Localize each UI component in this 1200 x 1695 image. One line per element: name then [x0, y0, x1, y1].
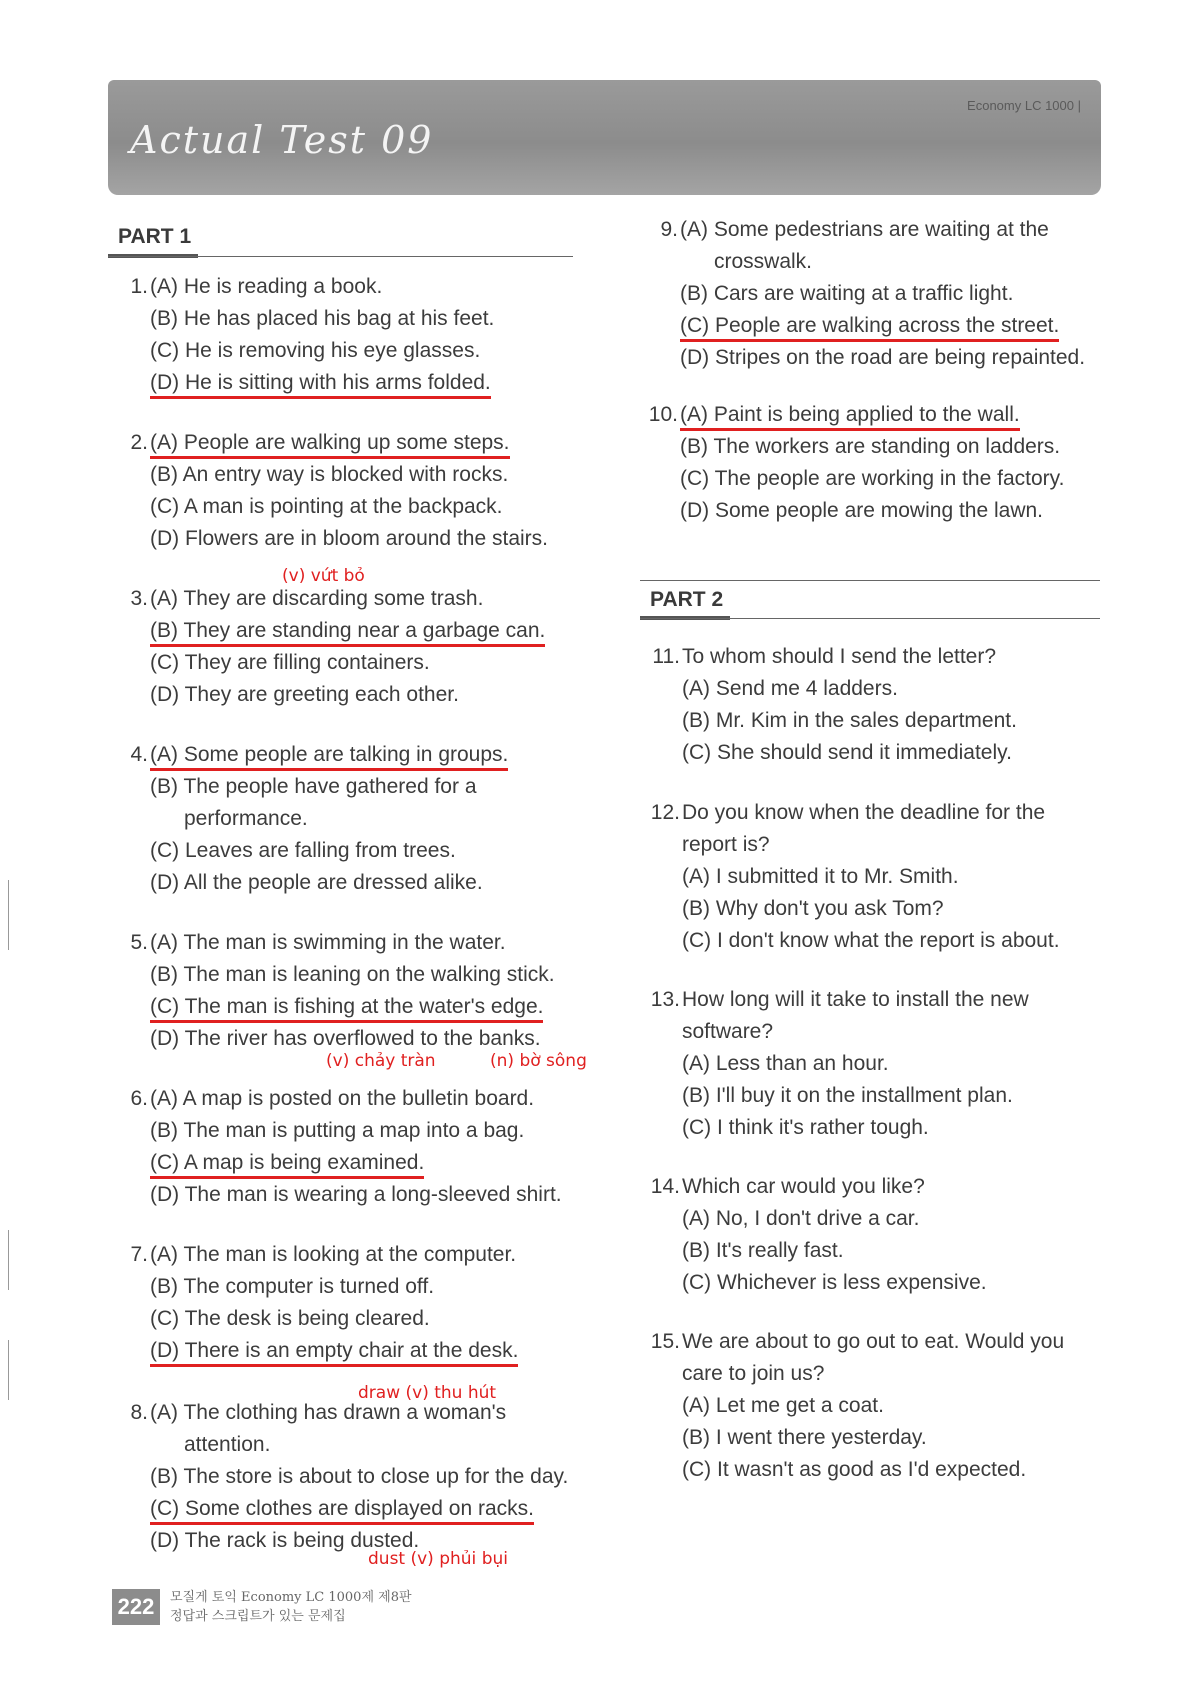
option-c: (C) I don't know what the report is about.: [682, 929, 1060, 952]
option-c: (C) Whichever is less expensive.: [682, 1271, 987, 1294]
option-b: (B) The people have gathered for a performance.: [150, 775, 477, 830]
option-b: (B) The workers are standing on ladders.: [680, 435, 1061, 458]
option-a: (A) The man is swimming in the water.: [150, 931, 506, 954]
option-d: (D) The man is wearing a long-sleeved shirt.: [150, 1183, 562, 1206]
footer-line-1: 모질게 토익 Economy LC 1000제 제8판: [170, 1590, 412, 1605]
option-a: (A) No, I don't drive a car.: [682, 1207, 920, 1230]
book-tag: Economy LC 1000 |: [967, 98, 1081, 113]
question-1: [130, 271, 580, 399]
option-b: (B) The man is leaning on the walking stick.: [150, 963, 555, 986]
page-number: 222: [112, 1589, 160, 1625]
question-number: 12.: [650, 801, 680, 824]
vocab-note: (n) bờ sông: [490, 1051, 587, 1071]
part2-rule: [640, 618, 1100, 619]
header-banner: [108, 80, 1101, 195]
vocab-note: (v) vứt bỏ: [282, 566, 365, 586]
answer-mark: (D) There is an empty chair at the desk.: [150, 1338, 518, 1367]
vocab-note: (v) chảy tràn: [326, 1051, 436, 1071]
option-b: (B) The man is putting a map into a bag.: [150, 1119, 525, 1142]
part1-title: PART 1: [118, 225, 192, 248]
scan-edge-mark: [8, 1230, 9, 1290]
answer-mark: (A) Paint is being applied to the wall.: [680, 402, 1020, 431]
answer-mark: (D) He is sitting with his arms folded.: [150, 370, 491, 399]
question-13: [650, 984, 1082, 1144]
option-d: [150, 367, 580, 399]
option-d: (D) The river has overflowed to the banks.: [150, 1027, 541, 1050]
question-15: [650, 1326, 1102, 1486]
question-number: 5.: [130, 931, 148, 954]
question-number: 1.: [130, 275, 148, 298]
question-11: [652, 641, 1102, 769]
option-b: (B) He has placed his bag at his feet.: [150, 307, 495, 330]
question-number: 11.: [652, 645, 680, 668]
option-d: (D) Stripes on the road are being repainted.: [680, 346, 1086, 369]
scan-edge-mark: [8, 880, 9, 950]
option-a: (A) Let me get a coat.: [682, 1394, 884, 1417]
question-prompt: How long will it take to install the new software?: [682, 988, 1029, 1043]
question-10: [648, 399, 1110, 527]
option-a: (A) They are discarding some trash.: [150, 587, 484, 610]
option-c: (C) The people are working in the factory.: [680, 467, 1065, 490]
option-b: (B) The store is about to close up for the day.: [150, 1465, 569, 1488]
question-4: [130, 739, 580, 899]
option-b: (B) Mr. Kim in the sales department.: [682, 709, 1017, 732]
question-9: [660, 214, 1110, 374]
option-a: (A) The clothing has drawn a woman's attention.: [150, 1401, 507, 1456]
option-c: (C) They are filling containers.: [150, 651, 430, 674]
option-c: (C) Leaves are falling from trees.: [150, 839, 456, 862]
option-b: [150, 615, 580, 647]
option-c: (C) A man is pointing at the backpack.: [150, 495, 503, 518]
footer-book-info: [170, 1588, 412, 1626]
answer-mark: (C) Some clothes are displayed on racks.: [150, 1496, 534, 1525]
question-5: [130, 927, 580, 1055]
question-number: 10.: [648, 403, 678, 426]
option-b: (B) It's really fast.: [682, 1239, 844, 1262]
vocab-note: draw (v) thu hút: [358, 1383, 497, 1403]
answer-mark: (C) People are walking across the street.: [680, 313, 1059, 342]
question-number: 3.: [130, 587, 148, 610]
option-a: (A) A map is posted on the bulletin board.: [150, 1087, 535, 1110]
option-b: (B) An entry way is blocked with rocks.: [150, 463, 509, 486]
option-c: (C) She should send it immediately.: [682, 741, 1012, 764]
answer-mark: (A) People are walking up some steps.: [150, 430, 510, 459]
option-a: (A) The man is looking at the computer.: [150, 1243, 517, 1266]
option-d: (D) The rack is being dusted.: [150, 1529, 420, 1552]
question-14: [650, 1171, 1082, 1299]
question-prompt: We are about to go out to eat. Would you care to join us?: [682, 1330, 1065, 1385]
option-c: (C) He is removing his eye glasses.: [150, 339, 481, 362]
option-b: (B) Cars are waiting at a traffic light.: [680, 282, 1014, 305]
question-3: [130, 583, 580, 711]
scan-edge-mark: [8, 1340, 9, 1400]
option-a: [680, 399, 1110, 431]
option-d: (D) They are greeting each other.: [150, 683, 459, 706]
option-d: [150, 1335, 580, 1367]
test-title: Actual Test 09: [130, 118, 434, 162]
answer-mark: (C) The man is fishing at the water's edge.: [150, 994, 543, 1023]
option-c: [150, 991, 580, 1023]
question-number: 7.: [130, 1243, 148, 1266]
question-12: [650, 797, 1082, 957]
question-6: [130, 1083, 580, 1211]
question-number: 13.: [650, 988, 680, 1011]
question-2: [130, 427, 580, 555]
question-prompt: To whom should I send the letter?: [682, 645, 997, 668]
option-d: (D) All the people are dressed alike.: [150, 871, 483, 894]
question-number: 6.: [130, 1087, 148, 1110]
option-b: (B) I went there yesterday.: [682, 1426, 927, 1449]
question-8: [130, 1397, 580, 1557]
option-c: (C) I think it's rather tough.: [682, 1116, 929, 1139]
question-number: 8.: [130, 1401, 148, 1424]
option-a: [150, 427, 580, 459]
question-prompt: Which car would you like?: [682, 1175, 925, 1198]
question-number: 15.: [650, 1330, 680, 1353]
option-b: (B) I'll buy it on the installment plan.: [682, 1084, 1013, 1107]
option-d: (D) Flowers are in bloom around the stairs.: [150, 527, 548, 550]
question-prompt: Do you know when the deadline for the report is?: [682, 801, 1046, 856]
question-number: 2.: [130, 431, 148, 454]
question-7: [130, 1239, 580, 1367]
option-a: (A) Less than an hour.: [682, 1052, 889, 1075]
option-a: (A) He is reading a book.: [150, 275, 383, 298]
option-d: (D) Some people are mowing the lawn.: [680, 499, 1044, 522]
option-c: (C) The desk is being cleared.: [150, 1307, 430, 1330]
option-a: [150, 739, 580, 771]
vocab-note: dust (v) phủi bụi: [368, 1549, 508, 1569]
option-a: (A) Some pedestrians are waiting at the crosswalk.: [680, 218, 1049, 273]
answer-mark: (B) They are standing near a garbage can.: [150, 618, 545, 647]
answer-mark: (A) Some people are talking in groups.: [150, 742, 508, 771]
option-c: [150, 1147, 580, 1179]
option-b: (B) The computer is turned off.: [150, 1275, 435, 1298]
part2-title: PART 2: [650, 588, 724, 611]
option-b: (B) Why don't you ask Tom?: [682, 897, 944, 920]
part1-rule: [108, 256, 573, 257]
question-number: 9.: [660, 218, 678, 241]
answer-mark: (C) A map is being examined.: [150, 1150, 424, 1179]
option-c: [680, 310, 1110, 342]
question-number: 4.: [130, 743, 148, 766]
footer-line-2: 정답과 스크립트가 있는 문제집: [170, 1609, 346, 1624]
option-a: (A) Send me 4 ladders.: [682, 677, 898, 700]
option-a: (A) I submitted it to Mr. Smith.: [682, 865, 959, 888]
question-number: 14.: [650, 1175, 680, 1198]
option-c: [150, 1493, 580, 1525]
option-c: (C) It wasn't as good as I'd expected.: [682, 1458, 1027, 1481]
part2-top-rule: [640, 580, 1100, 581]
